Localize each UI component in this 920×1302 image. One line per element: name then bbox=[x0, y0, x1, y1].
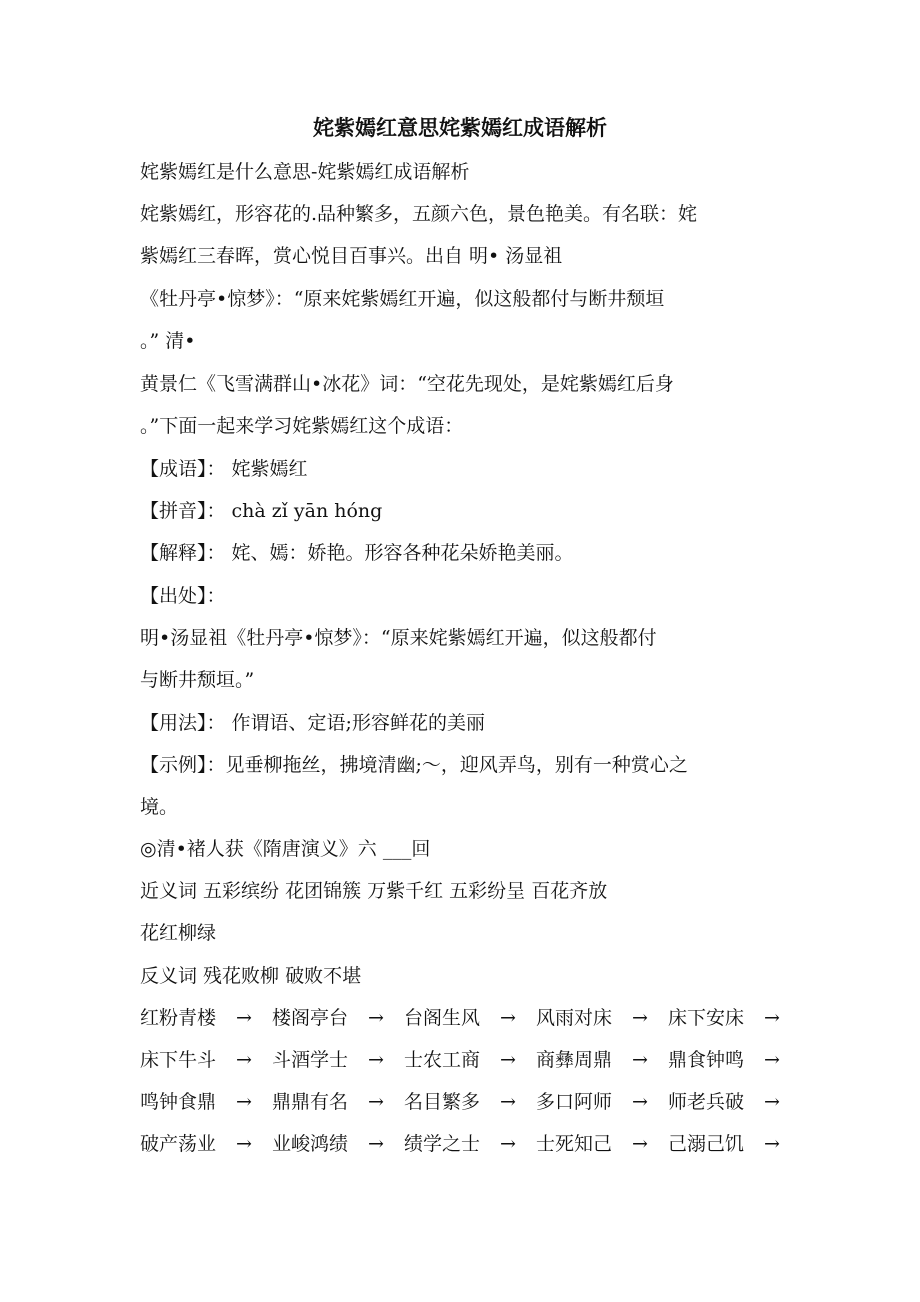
pinyin-field: 【拼音】： chà zǐ yān hóng bbox=[140, 500, 383, 522]
arrow-right-icon: → bbox=[764, 1049, 780, 1071]
usage-field: 【用法】： 作谓语、定语;形容鲜花的美丽 bbox=[140, 712, 485, 734]
chain-idiom: 床下牛斗 bbox=[140, 1049, 217, 1071]
arrow-right-icon: → bbox=[764, 1133, 780, 1155]
idiom-field: 【成语】： 姹紫嫣红 bbox=[140, 458, 308, 480]
subtitle-line: 姹紫嫣红是什么意思-姹紫嫣红成语解析 bbox=[140, 161, 470, 183]
chain-idiom: 楼阁亭台 bbox=[272, 1007, 349, 1029]
citation-line: ◎清•褚人获《隋唐演义》六 ___回 bbox=[140, 838, 431, 860]
arrow-right-icon: → bbox=[368, 1049, 384, 1071]
arrow-right-icon: → bbox=[764, 1091, 780, 1113]
chain-idiom: 名目繁多 bbox=[404, 1091, 481, 1113]
chain-idiom: 师老兵破 bbox=[668, 1091, 745, 1113]
idiom-chain-row bbox=[140, 1046, 780, 1074]
arrow-right-icon: → bbox=[500, 1007, 516, 1029]
arrow-right-icon: → bbox=[368, 1091, 384, 1113]
arrow-right-icon: → bbox=[236, 1049, 252, 1071]
arrow-right-icon: → bbox=[236, 1091, 252, 1113]
arrow-right-icon: → bbox=[632, 1133, 648, 1155]
chain-idiom: 鼎食钟鸣 bbox=[668, 1049, 745, 1071]
arrow-right-icon: → bbox=[632, 1007, 648, 1029]
chain-idiom: 床下安床 bbox=[668, 1007, 745, 1029]
chain-idiom: 业峻鸿绩 bbox=[272, 1133, 349, 1155]
idiom-chain-row bbox=[140, 1088, 780, 1116]
body-line: 《牡丹亭•惊梦》：“原来姹紫嫣红开遍，似这般都付与断井颓垣 bbox=[140, 288, 665, 310]
body-line: 紫嫣红三春晖，赏心悦目百事兴。出自 明• 汤显祖 bbox=[140, 245, 563, 267]
body-line: 。”下面一起来学习姹紫嫣红这个成语： bbox=[140, 415, 464, 437]
chain-idiom: 台阁生风 bbox=[404, 1007, 481, 1029]
source-text-line: 与断井颓垣。” bbox=[140, 669, 255, 691]
body-line: 姹紫嫣红，形容花的.品种繁多，五颜六色，景色艳美。有名联：姹 bbox=[140, 203, 698, 225]
antonyms-line: 反义词 残花败柳 破败不堪 bbox=[140, 965, 362, 987]
source-field: 【出处】： bbox=[140, 585, 226, 607]
idiom-chain-row bbox=[140, 1004, 780, 1032]
chain-idiom: 士农工商 bbox=[404, 1049, 481, 1071]
chain-idiom: 鸣钟食鼎 bbox=[140, 1091, 217, 1113]
arrow-right-icon: → bbox=[368, 1007, 384, 1029]
arrow-right-icon: → bbox=[500, 1091, 516, 1113]
chain-idiom: 士死知己 bbox=[536, 1133, 613, 1155]
example-field: 【示例】：见垂柳拖丝，拂境清幽;～，迎风弄鸟，别有一种赏心之 bbox=[140, 754, 688, 776]
chain-idiom: 商彝周鼎 bbox=[536, 1049, 613, 1071]
chain-idiom: 多口阿师 bbox=[536, 1091, 613, 1113]
arrow-right-icon: → bbox=[236, 1007, 252, 1029]
chain-idiom: 红粉青楼 bbox=[140, 1007, 217, 1029]
body-line: 。” 清• bbox=[140, 330, 196, 352]
synonyms-line: 近义词 五彩缤纷 花团锦簇 万紫千红 五彩纷呈 百花齐放 bbox=[140, 880, 608, 902]
arrow-right-icon: → bbox=[236, 1133, 252, 1155]
body-line: 黄景仁《飞雪满群山•冰花》词：“空花先现处，是姹紫嫣红后身 bbox=[140, 373, 674, 395]
chain-idiom: 风雨对床 bbox=[536, 1007, 613, 1029]
idiom-chain-row bbox=[140, 1130, 780, 1158]
example-text-line: 境。 bbox=[140, 796, 179, 818]
arrow-right-icon: → bbox=[368, 1133, 384, 1155]
page-title: 姹紫嫣红意思姹紫嫣红成语解析 bbox=[313, 115, 607, 140]
chain-idiom: 破产荡业 bbox=[140, 1133, 217, 1155]
arrow-right-icon: → bbox=[500, 1133, 516, 1155]
chain-idiom: 绩学之士 bbox=[404, 1133, 481, 1155]
arrow-right-icon: → bbox=[632, 1049, 648, 1071]
arrow-right-icon: → bbox=[632, 1091, 648, 1113]
arrow-right-icon: → bbox=[764, 1007, 780, 1029]
synonyms-line: 花红柳绿 bbox=[140, 922, 217, 944]
chain-idiom: 己溺己饥 bbox=[668, 1133, 745, 1155]
arrow-right-icon: → bbox=[500, 1049, 516, 1071]
source-text-line: 明•汤显祖《牡丹亭•惊梦》：“原来姹紫嫣红开遍，似这般都付 bbox=[140, 627, 657, 649]
explanation-field: 【解释】： 姹、嫣：娇艳。形容各种花朵娇艳美丽。 bbox=[140, 542, 574, 564]
chain-idiom: 斗酒学士 bbox=[272, 1049, 349, 1071]
chain-idiom: 鼎鼎有名 bbox=[272, 1091, 349, 1113]
